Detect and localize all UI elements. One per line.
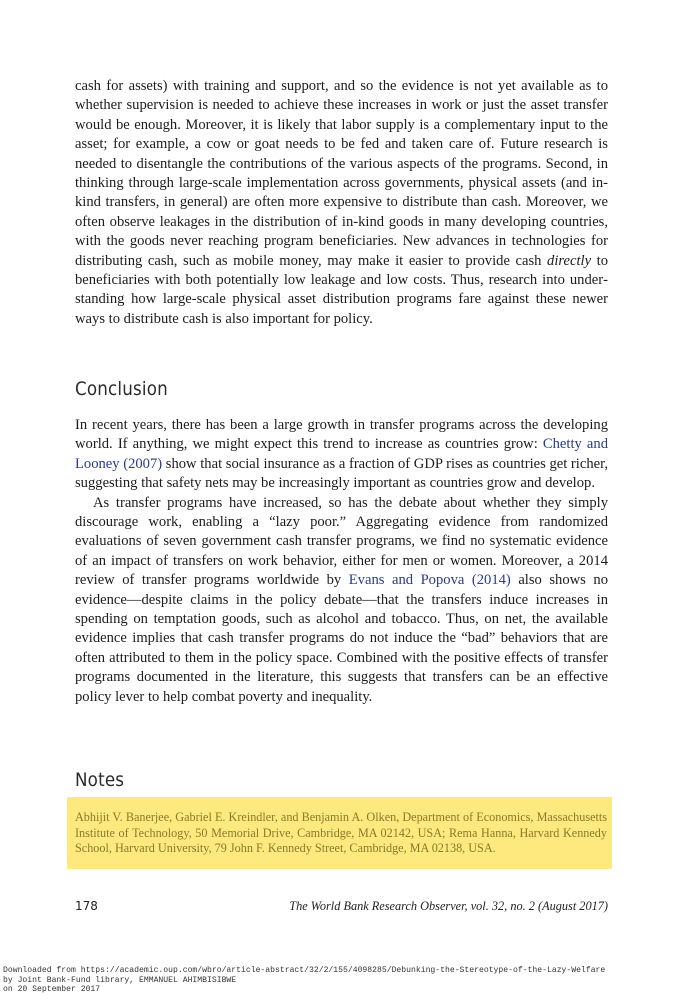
emphasis-directly: directly xyxy=(547,252,592,269)
download-line-1: Downloaded from https://academic.oup.com/wbro/article-abstract/32/2/155/4098285/Debunking-the-Stereotype-of-the-Lazy-Welfare xyxy=(3,966,606,975)
paragraph-text: to beneficiaries with both potentially low leakage and low costs. Thus, research into understanding how large-scale physical asset distribution programs fare against these newer ways to distribute cash is also important for policy. xyxy=(75,252,609,327)
paragraph-text: As transfer programs have increased, so has the debate about whether they simply discourage work, enabling a “lazy poor.” Aggregating evidence from randomized evaluations of seven government cash transfer programs, we find no systematic evidence of an impact of transfers on work behavior, either for men or women. Moreover, a 2014 review of transfer programs worldwide by xyxy=(75,494,608,589)
notes-heading: Notes xyxy=(75,769,125,791)
author-affiliations-note: Abhijit V. Banerjee, Gabriel E. Kreindler, and Benjamin A. Olken, Department of Economics, Massachusetts Institute of Technology, 50 Memorial Drive, Cambridge, MA 02142, USA; Rema Hanna, Harvard Kennedy School, Harvard University, 79 John F. Kennedy Street, Cambridge, MA 02138, USA. xyxy=(75,810,607,856)
journal-citation: The World Bank Research Observer, vol. 32, no. 2 (August 2017) xyxy=(289,899,608,913)
download-line-2: by Joint Bank-Fund library, EMMANUEL AHIMBISIBWE xyxy=(3,975,237,985)
paragraph-text: also shows no evidence—despite claims in the policy debate—that the transfers induce increases in spending on temptation goods, such as alcohol and tobacco. Thus, on net, the available evidence implies that cash transfer programs do not induce the “bad” behaviors that are often attributed to them in the policy space. Combined with the positive effects of transfer programs documented in the literature, this suggests that transfers can be an effective policy lever to help combat poverty and inequality. xyxy=(75,572,608,705)
page-number: 178 xyxy=(75,899,98,913)
paragraph-text: cash for assets) with training and support, and so the evidence is not yet available as to whether supervision is needed to achieve these increases in work or just the asset transfer would be enough. Moreover, it is likely that labor supply is a complementary input to the asset; for example, a cow or goat needs to be fed and taken care of. Future research is needed to disentangle the contributions of the various aspects of the programs. Second, in thinking through large-scale implementation across governments, physical assets (and in-kind transfers, in general) are often more expensive to distribute than cash. Moreover, we often observe leakages in the distribution of in-kind goods in many developing countries, with the goods never reaching program beneficiaries. New advances in technologies for distributing cash, such as mobile money, may make it easier to provide cash xyxy=(75,78,608,269)
download-watermark xyxy=(3,966,605,995)
download-line-3: on 20 September 2017 xyxy=(3,985,101,995)
conclusion-paragraph-2 xyxy=(75,494,608,707)
paragraph-text: In recent years, there has been a large growth in transfer programs across the developing world. If anything, we might expect this trend to increase as countries grow: xyxy=(75,417,608,453)
citation-link-chetty-looney[interactable]: Chetty and Looney (2007) xyxy=(75,436,609,472)
conclusion-section xyxy=(75,416,608,707)
paragraph-text: show that social insurance as a fraction of GDP rises as countries get richer, suggesting that safety nets may be increasingly important as countries grow and develop. xyxy=(75,455,609,492)
conclusion-heading: Conclusion xyxy=(75,378,168,400)
citation-link-evans-popova[interactable]: Evans and Popova (2014) xyxy=(348,572,511,589)
top-paragraph xyxy=(75,77,608,329)
conclusion-paragraph-1 xyxy=(75,416,608,494)
